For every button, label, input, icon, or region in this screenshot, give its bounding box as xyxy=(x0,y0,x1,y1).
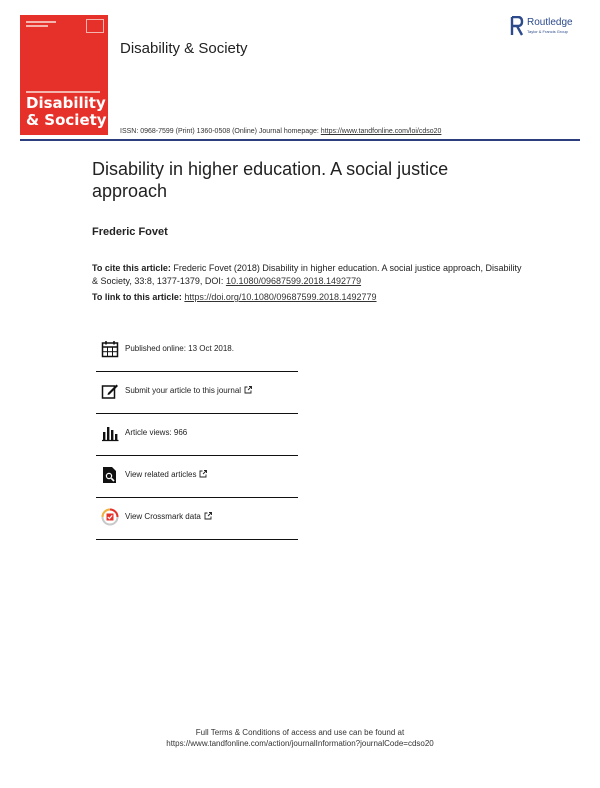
article-views: Article views: 966 xyxy=(125,428,188,437)
cover-title xyxy=(26,95,107,129)
publisher-tagline: Taylor & Francis Group xyxy=(527,29,568,34)
article-meta-list xyxy=(96,330,298,540)
article-title: Disability in higher education. A social justice approach xyxy=(92,159,449,201)
published-date: Published online: 13 Oct 2018. xyxy=(125,344,234,353)
terms-footer-line1: Full Terms & Conditions of access and use can be found at xyxy=(195,728,405,737)
cover-text-line xyxy=(26,25,48,27)
header-rule xyxy=(20,139,580,141)
routledge-name: Routledge xyxy=(527,17,573,28)
cover-text-line xyxy=(26,21,56,23)
article-doi-link[interactable]: https://doi.org/10.1080/09687599.2018.1492779 xyxy=(184,292,377,302)
cover-strip xyxy=(26,91,100,93)
cover-logo-box xyxy=(86,19,104,33)
article-author: Frederic Fovet xyxy=(92,226,168,238)
crossmark-icon xyxy=(101,508,119,526)
article-views-row xyxy=(96,414,298,456)
terms-footer xyxy=(0,727,600,749)
calendar-icon xyxy=(101,340,119,358)
related-articles-label: View related articles xyxy=(125,470,197,479)
issn-text: ISSN: 0968-7599 (Print) 1360-0508 (Online) Journal homepage: xyxy=(120,128,319,135)
crossmark-label: View Crossmark data xyxy=(125,512,201,521)
cite-label: To cite this article: xyxy=(92,263,171,273)
published-row xyxy=(96,330,298,372)
bar-chart-icon xyxy=(101,424,119,442)
journal-homepage-link[interactable]: https://www.tandfonline.com/loi/cdso20 xyxy=(320,128,442,135)
related-articles-row[interactable] xyxy=(96,456,298,498)
external-link-icon xyxy=(199,470,207,478)
terms-footer-link[interactable]: https://www.tandfonline.com/action/journalInformation?journalCode=cdso20 xyxy=(166,739,434,748)
link-label: To link to this article: xyxy=(92,292,182,302)
cite-doi-link[interactable]: 10.1080/09687599.2018.1492779 xyxy=(225,276,362,286)
cover-title-line2: & Society xyxy=(26,111,107,129)
related-articles-link[interactable] xyxy=(125,470,207,479)
edit-icon xyxy=(101,382,119,400)
external-link-icon xyxy=(244,386,252,394)
submit-article-link[interactable] xyxy=(125,386,252,395)
cite-text: Frederic Fovet (2018) Disability in higher education. A social justice approach, Disability & Society, 33:8, 1377-1379, DOI: xyxy=(92,263,522,286)
cover-title-line1: Disability xyxy=(26,94,106,112)
external-link-icon xyxy=(204,512,212,520)
crossmark-row[interactable] xyxy=(96,498,298,540)
routledge-logo xyxy=(510,16,590,38)
issn-line xyxy=(120,128,441,135)
routledge-mark-icon xyxy=(510,16,524,36)
journal-cover-image xyxy=(20,15,108,135)
submit-article-label: Submit your article to this journal xyxy=(125,386,242,395)
citation xyxy=(92,262,522,288)
article-link-line xyxy=(92,292,377,302)
document-search-icon xyxy=(101,466,119,484)
journal-name: Disability & Society xyxy=(120,40,248,57)
submit-article-row[interactable] xyxy=(96,372,298,414)
crossmark-link[interactable] xyxy=(125,512,212,521)
